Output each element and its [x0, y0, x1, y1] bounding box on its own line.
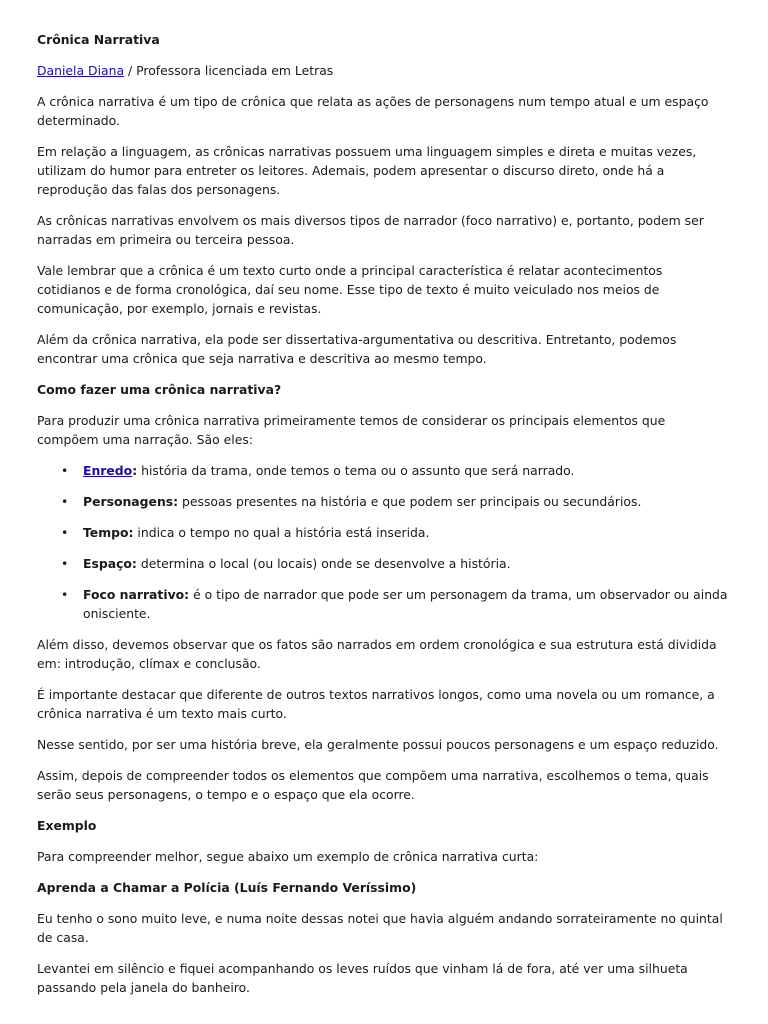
- element-description: história da trama, onde temos o tema ou o assunto que será narrado.: [137, 463, 575, 478]
- example-intro-paragraph: Para compreender melhor, segue abaixo um exemplo de crônica narrativa curta:: [37, 849, 539, 864]
- element-description: indica o tempo no qual a história está inserida.: [133, 525, 430, 540]
- intro-paragraph-3: As crônicas narrativas envolvem os mais diversos tipos de narrador (foco narrativo) e, portanto, podem ser narradas em primeira ou terceira pessoa.: [37, 213, 704, 247]
- author-separator: /: [124, 63, 137, 78]
- story-paragraph-1: Eu tenho o sono muito leve, e numa noite dessas notei que havia alguém andando sorrateiramente no quintal de casa.: [37, 911, 723, 945]
- element-description: pessoas presentes na história e que podem ser principais ou secundários.: [178, 494, 642, 509]
- elements-list: [37, 461, 728, 623]
- author-link[interactable]: Daniela Diana: [37, 63, 125, 78]
- intro-paragraph-5: Além da crônica narrativa, ela pode ser dissertativa-argumentativa ou descritiva. Entretanto, podemos encontrar uma crônica que seja narrativa e descritiva ao mesmo tempo.: [37, 332, 677, 366]
- after-paragraph-1: Além disso, devemos observar que os fatos são narrados em ordem cronológica e sua estrutura está dividida em: introdução, clímax e conclusão.: [37, 637, 717, 671]
- story-title: Aprenda a Chamar a Polícia (Luís Fernando Veríssimo): [37, 880, 417, 895]
- list-item-enredo: [61, 461, 728, 480]
- element-term: Personagens:: [83, 494, 179, 509]
- enredo-link[interactable]: Enredo: [83, 463, 133, 478]
- after-paragraph-3: Nesse sentido, por ser uma história breve, ela geralmente possui poucos personagens e um espaço reduzido.: [37, 737, 719, 752]
- example-heading: Exemplo: [37, 818, 97, 833]
- document-title: Crônica Narrativa: [37, 32, 160, 47]
- author-role: Professora licenciada em Letras: [136, 63, 334, 78]
- bullet-icon: •: [61, 525, 69, 540]
- story-paragraph-2: Levantei em silêncio e fiquei acompanhando os leves ruídos que vinham lá de fora, até ver uma silhueta passando pela janela do banheiro.: [37, 961, 688, 995]
- list-item-foco-narrativo: [61, 585, 728, 623]
- how-intro-paragraph: Para produzir uma crônica narrativa primeiramente temos de considerar os principais elementos que compõem uma narração. São eles:: [37, 413, 666, 447]
- after-paragraph-4: Assim, depois de compreender todos os elementos que compõem uma narrativa, escolhemos o tema, quais serão seus personagens, o tempo e o espaço que ela ocorre.: [37, 768, 709, 802]
- list-item-tempo: [61, 523, 728, 542]
- intro-paragraph-4: Vale lembrar que a crônica é um texto curto onde a principal característica é relatar acontecimentos cotidianos e de forma cronológica, daí seu nome. Esse tipo de texto é muito veiculado nos meios de comunicação, por exemplo, jornais e revistas.: [37, 263, 663, 316]
- intro-paragraph-1: A crônica narrativa é um tipo de crônica que relata as ações de personagens num tempo atual e um espaço determinado.: [37, 94, 709, 128]
- element-term-colon: :: [132, 463, 138, 478]
- how-heading: Como fazer uma crônica narrativa?: [37, 382, 282, 397]
- element-term: Tempo:: [83, 525, 134, 540]
- element-term: Espaço:: [83, 556, 137, 571]
- list-item-espaco: [61, 554, 728, 573]
- bullet-icon: •: [61, 556, 69, 571]
- bullet-icon: •: [61, 494, 69, 509]
- author-line: [37, 61, 728, 80]
- element-description: é o tipo de narrador que pode ser um personagem da trama, um observador ou ainda onisciente.: [83, 587, 728, 621]
- element-term: Foco narrativo:: [83, 587, 190, 602]
- bullet-icon: •: [61, 587, 69, 602]
- list-item-personagens: [61, 492, 728, 511]
- bullet-icon: •: [61, 463, 69, 478]
- element-description: determina o local (ou locais) onde se desenvolve a história.: [136, 556, 511, 571]
- intro-paragraph-2: Em relação a linguagem, as crônicas narrativas possuem uma linguagem simples e direta e muitas vezes, utilizam do humor para entreter os leitores. Ademais, podem apresentar o discurso direto, onde há a reprodução das falas dos personagens.: [37, 144, 697, 197]
- after-paragraph-2: É importante destacar que diferente de outros textos narrativos longos, como uma novela ou um romance, a crônica narrativa é um texto mais curto.: [37, 687, 715, 721]
